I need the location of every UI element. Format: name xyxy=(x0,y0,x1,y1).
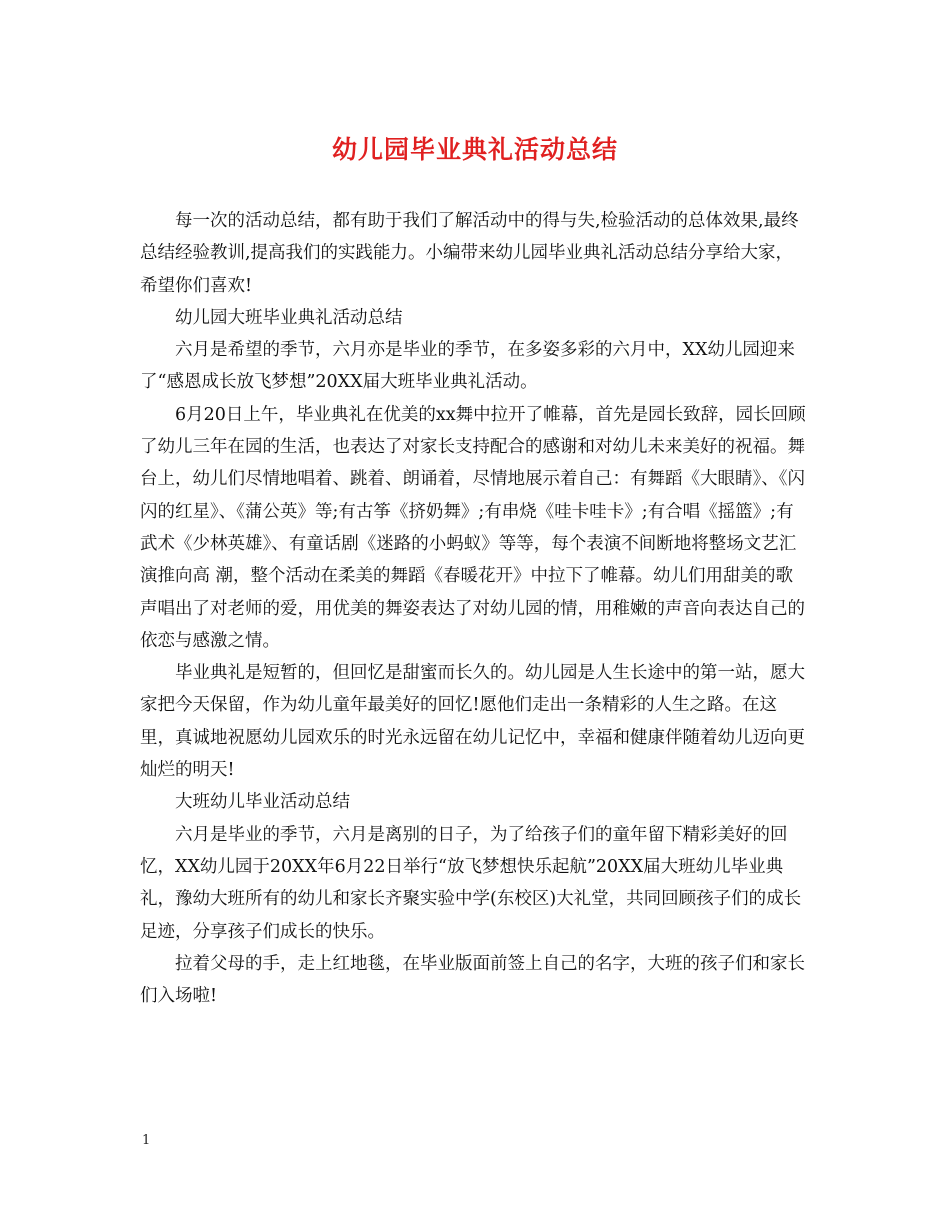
body-paragraph: 六月是毕业的季节，六月是离别的日子，为了给孩子们的童年留下精彩美好的回忆，XX幼儿园于20XX年6月22日举行“放飞梦想快乐起航”20XX届大班幼儿毕业典礼，豫幼大班所有的幼儿和家长齐聚实验中学(东校区)大礼堂，共同回顾孩子们的成长足迹，分享孩子们成长的快乐。 xyxy=(140,824,802,942)
body-paragraph: 六月是希望的季节，六月亦是毕业的季节，在多姿多彩的六月中，XX幼儿园迎来了“感恩成长放飞梦想”20XX届大班毕业典礼活动。 xyxy=(140,340,795,393)
body-paragraph: 毕业典礼是短暂的，但回忆是甜蜜而长久的。幼儿园是人生长途中的第一站，愿大家把今天保留，作为幼儿童年最美好的回忆!愿他们走出一条精彩的人生之路。在这里，真诚地祝愿幼儿园欢乐的时光永远留在幼儿记忆中，幸福和健康伴随着幼儿迈向更灿烂的明天! xyxy=(140,663,805,781)
section-heading-senior-class-ceremony: 幼儿园大班毕业典礼活动总结 xyxy=(175,307,403,328)
document-title: 幼儿园毕业典礼活动总结 xyxy=(331,135,618,164)
body-paragraph: 6月20日上午，毕业典礼在优美的xx舞中拉开了帷幕，首先是园长致辞，园长回顾了幼儿三年在园的生活，也表达了对家长支持配合的感谢和对幼儿未来美好的祝福。舞台上，幼儿们尽情地唱着、跳着、朗诵着，尽情地展示着自己：有舞蹈《大眼睛》、《闪闪的红星》、《蒲公英》等;有古筝《挤奶舞》;有串烧《哇卡哇卡》;有合唱《摇篮》;有武术《少林英雄》、有童话剧《迷路的小蚂蚁》等等，每个表演不间断地将整场文艺汇演推向高 潮，整个活动在柔美的舞蹈《春暖花开》中拉下了帷幕。幼儿们用甜美的歌声唱出了对老师的爱，用优美的舞姿表达了对幼儿园的情，用稚嫩的声音向表达自己的依恋与感激之情。 xyxy=(140,404,806,651)
body-paragraph: 拉着父母的手，走上红地毯，在毕业版面前签上自己的名字，大班的孩子们和家长们入场啦! xyxy=(140,953,805,1007)
page-number: 1 xyxy=(142,1133,151,1148)
section-heading-senior-class-graduation: 大班幼儿毕业活动总结 xyxy=(175,792,350,813)
intro-paragraph: 每一次的活动总结，都有助于我们了解活动中的得与失,检验活动的总体效果,最终总结经验教训,提高我们的实践能力。小编带来幼儿园毕业典礼活动总结分享给大家，希望你们喜欢! xyxy=(140,211,799,296)
document-body xyxy=(140,205,810,1012)
